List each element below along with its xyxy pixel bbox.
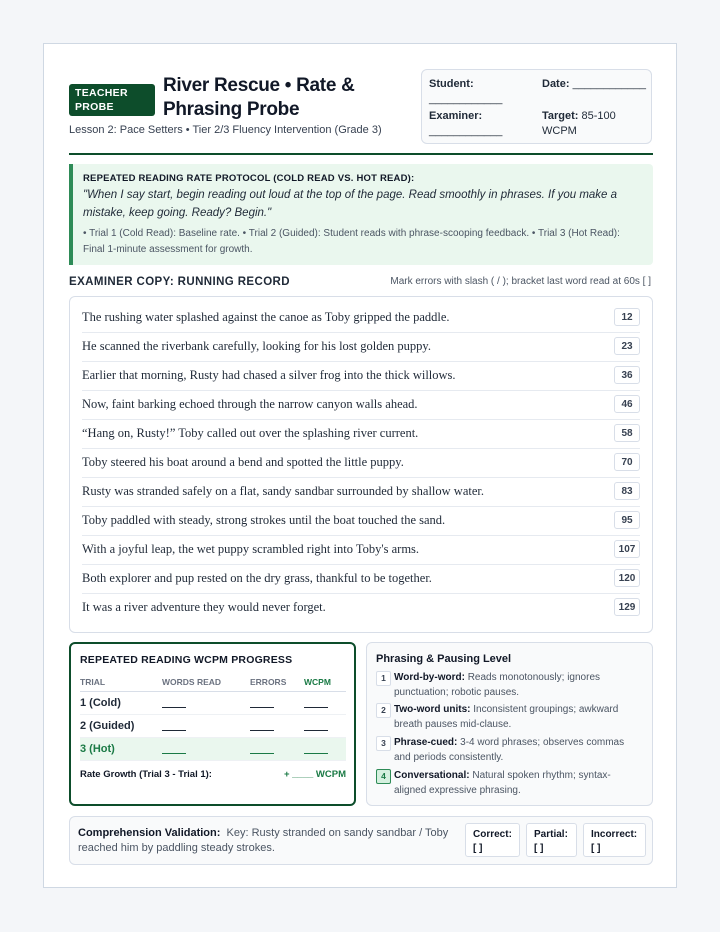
phrasing-title: Phrasing & Pausing Level: [376, 653, 512, 665]
passage-line-text[interactable]: Earlier that morning, Rusty had chased a silver frog into the thick willows.: [82, 368, 456, 382]
passage-line: [82, 506, 640, 536]
partial-label: Partial:: [534, 829, 568, 840]
passage-line-text[interactable]: Now, faint barking echoed through the narrow canyon walls ahead.: [82, 397, 418, 411]
target-field: [542, 109, 647, 139]
passage-line: [82, 419, 640, 449]
protocol-instruction: "When I say start, begin reading out loud at the top of the page. Read smoothly in phrases. If you make a mistake, keep going. Ready? Begin.": [83, 189, 618, 219]
rate-growth-value[interactable]: + ____ WCPM: [283, 769, 346, 780]
page-subtitle: Lesson 2: Pace Setters • Tier 2/3 Fluency Intervention (Grade 3): [69, 124, 382, 136]
cumulative-word-count: 36: [614, 366, 640, 384]
level-description: Inconsistent groupings; awkward breath pauses mid-clause.: [394, 704, 619, 730]
student-value[interactable]: ____________: [429, 93, 503, 105]
words-read-blank[interactable]: [162, 738, 250, 761]
phrasing-level-box: [366, 642, 653, 806]
passage-line: [82, 593, 640, 622]
col-trial: TRIAL: [80, 673, 162, 692]
comprehension-key: Key: Rusty stranded on sandy sandbar / Toby reached him by paddling steady strokes.: [78, 827, 449, 854]
passage-line-text[interactable]: Toby steered his boat around a bend and spotted the little puppy.: [82, 455, 404, 469]
level-number: 1: [376, 671, 391, 686]
examiner-field[interactable]: [429, 109, 534, 139]
wcpm-blank[interactable]: [304, 738, 346, 761]
cumulative-word-count: 83: [614, 482, 640, 500]
date-label: Date:: [542, 78, 570, 90]
words-read-blank[interactable]: [162, 715, 250, 738]
level-number: 4: [376, 769, 391, 784]
passage-line: [82, 332, 640, 362]
student-info-box: [421, 69, 652, 144]
level-description: Reads monotonously; ignores punctuation; robotic pauses.: [394, 672, 601, 698]
level-number: 2: [376, 703, 391, 718]
passage-line-text[interactable]: The rushing water splashed against the canoe as Toby gripped the paddle.: [82, 310, 450, 324]
level-name: Word-by-word:: [394, 672, 465, 683]
wcpm-blank[interactable]: [304, 715, 346, 738]
date-field[interactable]: [542, 77, 647, 92]
incorrect-checkbox[interactable]: [583, 823, 646, 857]
trial-label: 1 (Cold): [80, 692, 162, 715]
running-record-heading: EXAMINER COPY: RUNNING RECORD: [69, 276, 290, 288]
passage-line-text[interactable]: He scanned the riverbank carefully, looking for his lost golden puppy.: [82, 339, 431, 353]
cumulative-word-count: 95: [614, 511, 640, 529]
level-name: Conversational:: [394, 770, 470, 781]
student-label: Student:: [429, 78, 474, 90]
correct-box[interactable]: [ ]: [473, 843, 483, 854]
target-value: 85-100 WCPM: [542, 110, 616, 137]
cumulative-word-count: 58: [614, 424, 640, 442]
passage-line-text[interactable]: Toby paddled with steady, strong strokes until the boat touched the sand.: [82, 513, 446, 527]
passage-line-text[interactable]: Both explorer and pup rested on the dry grass, thankful to be together.: [82, 571, 432, 585]
passage-line: [82, 535, 640, 565]
protocol-trials: • Trial 1 (Cold Read): Baseline rate. • Trial 2 (Guided): Student reads with phrase-scooping feedback. • Trial 3 (Hot Read): Final 1-minute assessment for growth.: [83, 228, 620, 255]
date-value[interactable]: ____________: [572, 78, 646, 90]
rate-growth-label: Rate Growth (Trial 3 - Trial 1):: [80, 769, 212, 780]
errors-blank[interactable]: [250, 692, 304, 715]
comprehension-text: [78, 826, 458, 856]
running-record-note: Mark errors with slash ( / ); bracket last word read at 60s [ ]: [390, 276, 651, 287]
passage-line: [82, 303, 640, 333]
cumulative-word-count: 129: [614, 598, 640, 616]
level-description: 3-4 word phrases; observes commas and periods consistently.: [394, 737, 625, 763]
examiner-label: Examiner:: [429, 110, 483, 122]
level-name: Two-word units:: [394, 704, 471, 715]
level-number: 3: [376, 736, 391, 751]
wcpm-blank[interactable]: [304, 692, 346, 715]
passage-line-text[interactable]: “Hang on, Rusty!” Toby called out over the splashing river current.: [82, 426, 419, 440]
cumulative-word-count: 46: [614, 395, 640, 413]
target-label: Target:: [542, 110, 579, 122]
correct-label: Correct:: [473, 829, 512, 840]
partial-box[interactable]: [ ]: [534, 843, 544, 854]
comprehension-label: Comprehension Validation:: [78, 827, 221, 839]
passage-line: [82, 361, 640, 391]
page-title: River Rescue • Rate & Phrasing Probe: [163, 75, 355, 120]
trial-label: 2 (Guided): [80, 715, 162, 738]
incorrect-label: Incorrect:: [591, 829, 638, 840]
col-errors: ERRORS: [250, 673, 304, 692]
passage-line-text[interactable]: With a joyful leap, the wet puppy scrambled right into Toby's arms.: [82, 542, 420, 556]
teacher-probe-badge: TEACHER PROBE: [69, 84, 155, 116]
passage-line-text[interactable]: It was a river adventure they would never forget.: [82, 600, 326, 614]
student-field[interactable]: [429, 77, 534, 107]
wcpm-title: REPEATED READING WCPM PROGRESS: [80, 654, 293, 666]
col-words-read: WORDS READ: [162, 673, 250, 692]
cumulative-word-count: 23: [614, 337, 640, 355]
level-description: Natural spoken rhythm; syntax-aligned expressive phrasing.: [394, 770, 611, 796]
protocol-box: [69, 164, 653, 265]
passage-line-text[interactable]: Rusty was stranded safely on a flat, sandy sandbar surrounded by shallow water.: [82, 484, 484, 498]
passage-line: [82, 390, 640, 420]
phrasing-level-3[interactable]: [376, 735, 642, 765]
correct-checkbox[interactable]: [465, 823, 520, 857]
probe-sheet: [43, 43, 677, 888]
cumulative-word-count: 70: [614, 453, 640, 471]
trial-row-guided: [80, 715, 346, 738]
examiner-value[interactable]: ____________: [429, 125, 503, 137]
phrasing-level-4[interactable]: [376, 768, 642, 798]
trial-label: 3 (Hot): [80, 738, 162, 761]
header-divider: [69, 153, 653, 155]
errors-blank[interactable]: [250, 738, 304, 761]
partial-checkbox[interactable]: [526, 823, 577, 857]
comprehension-box: [69, 816, 653, 865]
cumulative-word-count: 12: [614, 308, 640, 326]
passage-line: [82, 564, 640, 594]
cumulative-word-count: 107: [614, 540, 640, 558]
incorrect-box[interactable]: [ ]: [591, 843, 601, 854]
wcpm-table: [80, 673, 346, 761]
phrasing-level-1[interactable]: [376, 670, 642, 700]
level-name: Phrase-cued:: [394, 737, 458, 748]
trial-row-hot: [80, 738, 346, 761]
rate-growth: [80, 769, 346, 780]
wcpm-progress-box: [69, 642, 356, 806]
protocol-heading: REPEATED READING RATE PROTOCOL (COLD READ VS. HOT READ):: [83, 173, 415, 184]
cumulative-word-count: 120: [614, 569, 640, 587]
words-read-blank[interactable]: [162, 692, 250, 715]
passage-line: [82, 477, 640, 507]
errors-blank[interactable]: [250, 715, 304, 738]
passage-line: [82, 448, 640, 478]
trial-row-cold: [80, 692, 346, 715]
running-record-passage: [69, 296, 653, 633]
phrasing-level-2[interactable]: [376, 702, 642, 732]
col-wcpm: WCPM: [304, 673, 346, 692]
